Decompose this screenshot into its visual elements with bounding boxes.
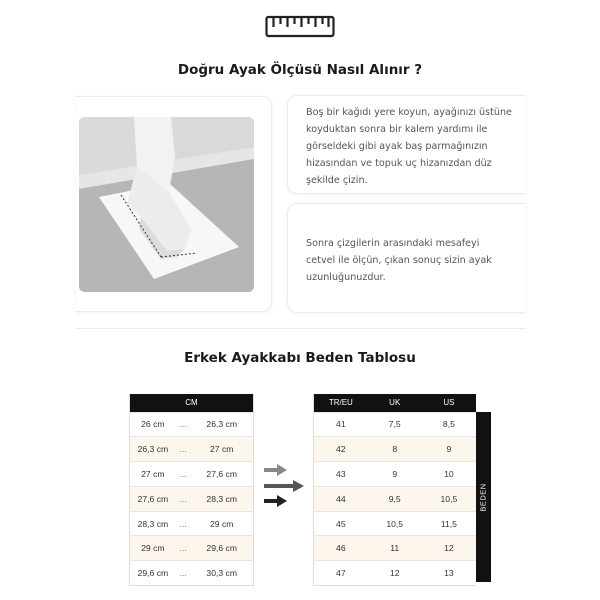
measure-guide-title: Doğru Ayak Ölçüsü Nasıl Alınır ?	[177, 62, 423, 78]
table-row: 45 10,5 11,5	[314, 511, 477, 536]
section-divider	[76, 328, 526, 329]
table-row: 27 cm ... 27,6 cm	[130, 462, 254, 487]
table-row: 27,6 cm ... 28,3 cm	[130, 486, 254, 511]
table-row: 29,6 cm ... 30,3 cm	[130, 561, 254, 586]
instruction-text-1: Boş bir kağıdı yere koyun, ayağınızı üstüne koyduktan sonra bir kalem yardımı ile görseldeki gibi ayak baş parmağınızın hizasından ve topuk uç hizanızdan düz şekilde çizin.	[306, 107, 512, 186]
table-row: 42 8 9	[314, 437, 477, 462]
beden-side-label: BEDEN	[479, 482, 488, 512]
ruler-icon	[265, 14, 335, 40]
size-header-us: US	[422, 394, 476, 412]
arrow-right-icon	[264, 480, 304, 492]
table-row: 28,3 cm ... 29 cm	[130, 511, 254, 536]
arrow-right-icons	[263, 462, 305, 510]
table-row: 26 cm ... 26,3 cm	[130, 412, 254, 437]
size-chart-title: Erkek Ayakkabı Beden Tablosu	[184, 350, 416, 366]
cm-table	[129, 394, 254, 586]
size-table	[313, 394, 476, 586]
size-header-uk: UK	[368, 394, 422, 412]
table-row: 41 7,5 8,5	[314, 412, 477, 437]
table-row: 47 12 13	[314, 561, 477, 586]
instruction-text-2: Sonra çizgilerin arasındaki mesafeyi cetvel ile ölçün, çıkan sonuç sizin ayak uzunluğunuzdur.	[306, 238, 492, 283]
table-row: 43 9 10	[314, 462, 477, 487]
table-row: 46 11 12	[314, 536, 477, 561]
table-row: 29 cm ... 29,6 cm	[130, 536, 254, 561]
foot-on-paper-image	[79, 117, 254, 292]
size-header-tr-eu: TR/EU	[314, 394, 368, 412]
arrow-right-icon	[264, 464, 287, 476]
arrow-right-icon	[264, 495, 287, 507]
cm-header: CM	[130, 394, 254, 412]
table-row: 44 9,5 10,5	[314, 486, 477, 511]
table-row: 26,3 cm ... 27 cm	[130, 437, 254, 462]
